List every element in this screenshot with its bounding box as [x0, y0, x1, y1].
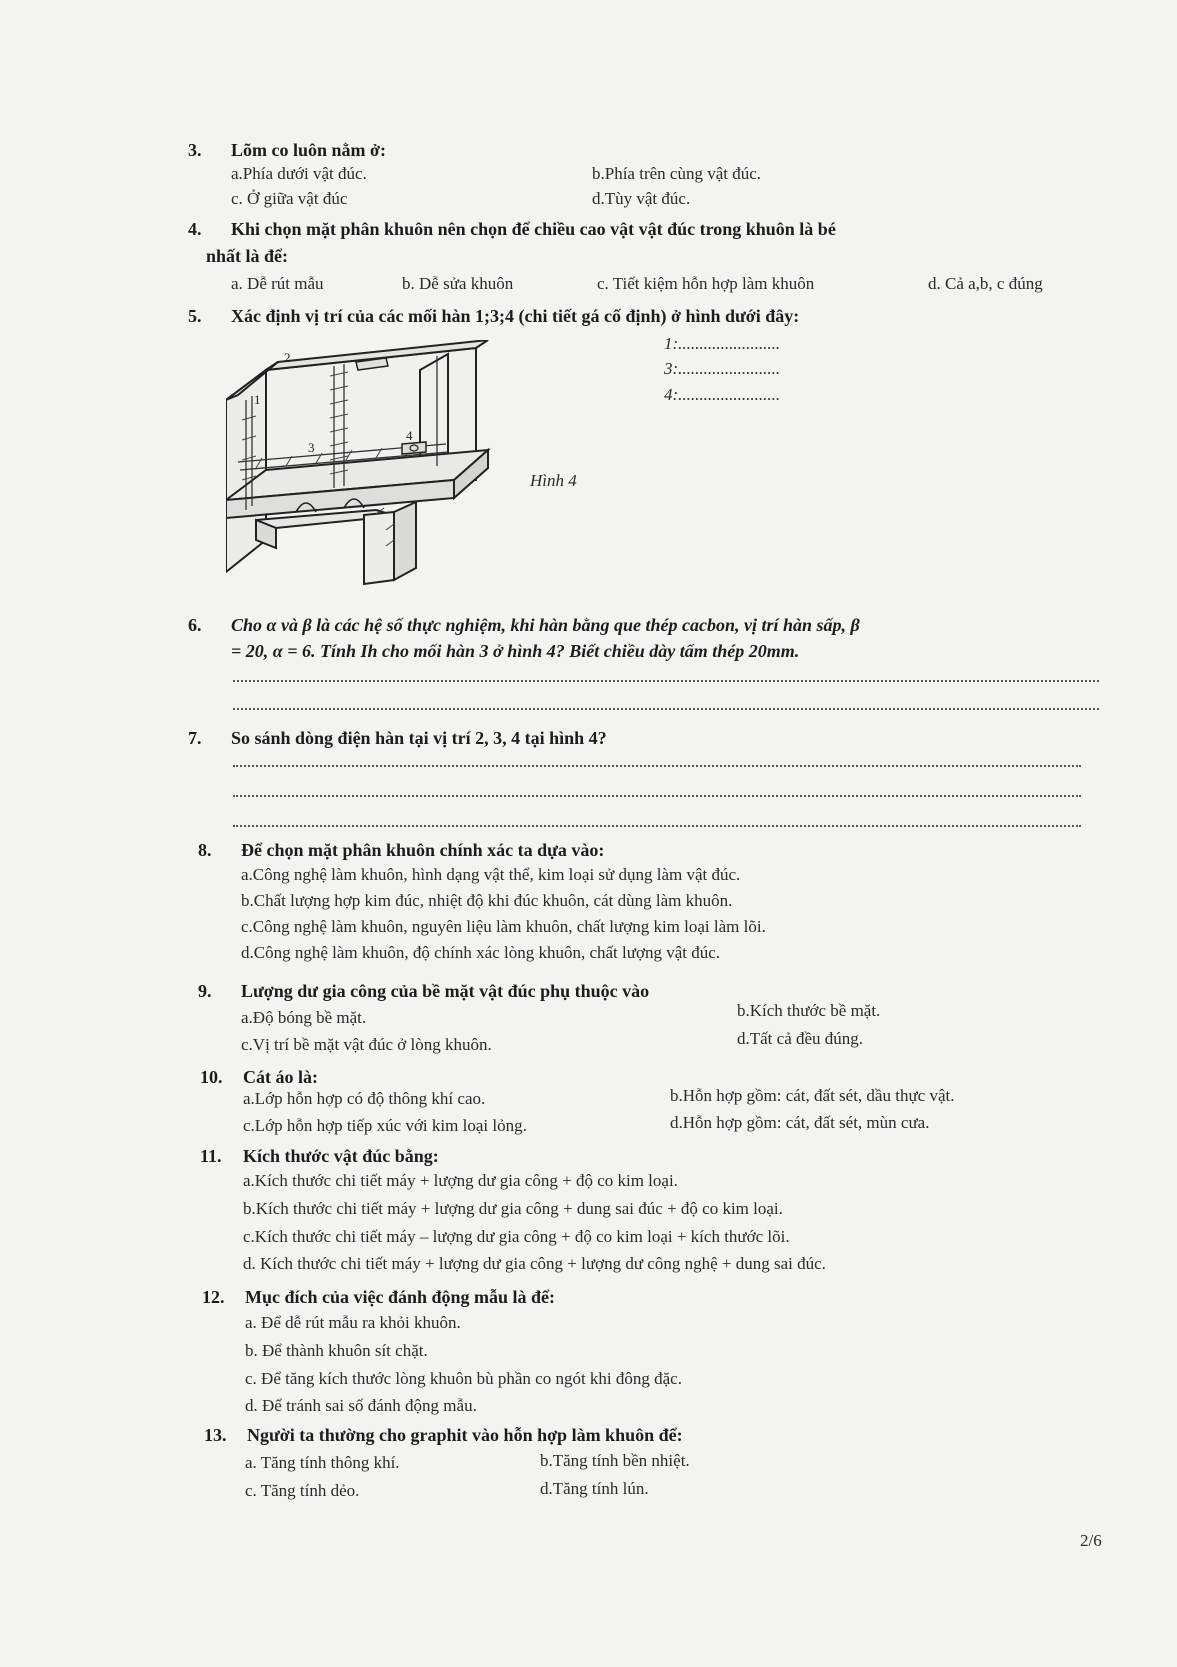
q6-answer-line-2	[233, 708, 1099, 710]
q8-number: 8.	[198, 840, 212, 860]
q4-option-a: a. Dễ rút mẫu	[231, 274, 324, 293]
q8-text: Để chọn mặt phân khuôn chính xác ta dựa vào:	[241, 840, 605, 860]
q11-option-a: a.Kích thước chi tiết máy + lượng dư gia công + độ co kim loại.	[243, 1171, 678, 1190]
page-number: 2/6	[1080, 1531, 1102, 1550]
q13-option-d: d.Tăng tính lún.	[540, 1479, 649, 1498]
q12-option-b: b. Để thành khuôn sít chặt.	[245, 1341, 428, 1360]
q13-text: Người ta thường cho graphit vào hỗn hợp làm khuôn để:	[247, 1425, 683, 1445]
q6-text-line2: = 20, α = 6. Tính Ih cho mối hàn 3 ở hình 4? Biết chiều dày tấm thép 20mm.	[231, 641, 800, 661]
figure-4-weld-fixture	[226, 340, 516, 600]
q9-option-d: d.Tất cả đều đúng.	[737, 1029, 864, 1048]
q13-number: 13.	[204, 1425, 227, 1445]
figure-4-caption: Hình 4	[530, 471, 577, 490]
q10-option-b: b.Hỗn hợp gồm: cát, đất sét, dầu thực vật.	[670, 1086, 955, 1105]
q9-number: 9.	[198, 981, 212, 1001]
q3-option-a: a.Phía dưới vật đúc.	[231, 164, 367, 183]
q3-number: 3.	[188, 140, 202, 160]
q6-number: 6.	[188, 615, 202, 635]
q11-number: 11.	[200, 1146, 222, 1166]
q10-text: Cát áo là:	[243, 1067, 318, 1087]
q12-text: Mục đích của việc đánh động mẫu là để:	[245, 1287, 556, 1307]
q7-text: So sánh dòng điện hàn tại vị trí 2, 3, 4 tại hình 4?	[231, 728, 607, 748]
q5-answer-4: 4:........................	[664, 385, 781, 404]
fig-label-3: 3	[308, 440, 315, 455]
q5-answer-1: 1:........................	[664, 334, 781, 353]
q11-text: Kích thước vật đúc bằng:	[243, 1146, 439, 1166]
q9-option-a: a.Độ bóng bề mặt.	[241, 1008, 367, 1027]
q4-option-b: b. Dễ sửa khuôn	[402, 274, 514, 293]
q5-answer-3: 3:........................	[664, 359, 781, 378]
q10-option-c: c.Lớp hỗn hợp tiếp xúc với kim loại lỏng.	[243, 1116, 527, 1135]
q6-answer-line-1	[233, 680, 1099, 682]
q7-answer-line-2	[233, 795, 1081, 797]
q13-option-b: b.Tăng tính bền nhiệt.	[540, 1451, 690, 1470]
q13-option-a: a. Tăng tính thông khí.	[245, 1453, 400, 1472]
q8-option-b: b.Chất lượng hợp kim đúc, nhiệt độ khi đúc khuôn, cát dùng làm khuôn.	[241, 891, 733, 910]
q6-text-line1: Cho α và β là các hệ số thực nghiệm, khi hàn bằng que thép cacbon, vị trí hàn sấp, β	[231, 615, 860, 635]
q3-text: Lõm co luôn nằm ở:	[231, 140, 386, 160]
q13-option-c: c. Tăng tính dẻo.	[245, 1481, 360, 1500]
q8-option-a: a.Công nghệ làm khuôn, hình dạng vật thể, kim loại sử dụng làm vật đúc.	[241, 865, 741, 884]
fig-label-2: 2	[284, 350, 291, 365]
q4-text-line2: nhất là để:	[206, 246, 289, 266]
q12-option-d: d. Để tránh sai số đánh động mẫu.	[245, 1396, 477, 1415]
q9-option-c: c.Vị trí bề mặt vật đúc ở lòng khuôn.	[241, 1035, 492, 1054]
q5-number: 5.	[188, 306, 202, 326]
q5-text: Xác định vị trí của các mối hàn 1;3;4 (chi tiết gá cố định) ở hình dưới đây:	[231, 306, 800, 326]
q4-text: Khi chọn mặt phân khuôn nên chọn để chiều cao vật vật đúc trong khuôn là bé	[231, 219, 836, 239]
q11-option-b: b.Kích thước chi tiết máy + lượng dư gia công + dung sai đúc + độ co kim loại.	[243, 1199, 783, 1218]
q7-number: 7.	[188, 728, 202, 748]
q12-option-c: c. Để tăng kích thước lòng khuôn bù phần co ngót khi đông đặc.	[245, 1369, 682, 1388]
q9-option-b: b.Kích thước bề mặt.	[737, 1001, 881, 1020]
q8-option-d: d.Công nghệ làm khuôn, độ chính xác lòng khuôn, chất lượng vật đúc.	[241, 943, 721, 962]
q10-option-d: d.Hỗn hợp gồm: cát, đất sét, mùn cưa.	[670, 1113, 930, 1132]
q11-option-d: d. Kích thước chi tiết máy + lượng dư gia công + lượng dư công nghệ + dung sai đúc.	[243, 1254, 826, 1273]
q4-option-d: d. Cả a,b, c đúng	[928, 274, 1043, 293]
q12-number: 12.	[202, 1287, 225, 1307]
q4-number: 4.	[188, 219, 202, 239]
q10-number: 10.	[200, 1067, 223, 1087]
q4-option-c: c. Tiết kiệm hỗn hợp làm khuôn	[597, 274, 815, 293]
q7-answer-line-1	[233, 765, 1081, 767]
q3-option-b: b.Phía trên cùng vật đúc.	[592, 164, 762, 183]
fig-label-1: 1	[254, 392, 261, 407]
q9-text: Lượng dư gia công của bề mặt vật đúc phụ thuộc vào	[241, 981, 650, 1001]
q3-option-d: d.Tùy vật đúc.	[592, 189, 691, 208]
q7-answer-line-3	[233, 825, 1081, 827]
fig-label-4: 4	[406, 428, 413, 443]
q8-option-c: c.Công nghệ làm khuôn, nguyên liệu làm khuôn, chất lượng kim loại làm lõi.	[241, 917, 766, 936]
q3-option-c: c. Ở giữa vật đúc	[231, 189, 348, 208]
q10-option-a: a.Lớp hỗn hợp có độ thông khí cao.	[243, 1089, 486, 1108]
q11-option-c: c.Kích thước chi tiết máy – lượng dư gia công + độ co kim loại + kích thước lõi.	[243, 1227, 790, 1246]
q12-option-a: a. Để dễ rút mẫu ra khỏi khuôn.	[245, 1313, 461, 1332]
